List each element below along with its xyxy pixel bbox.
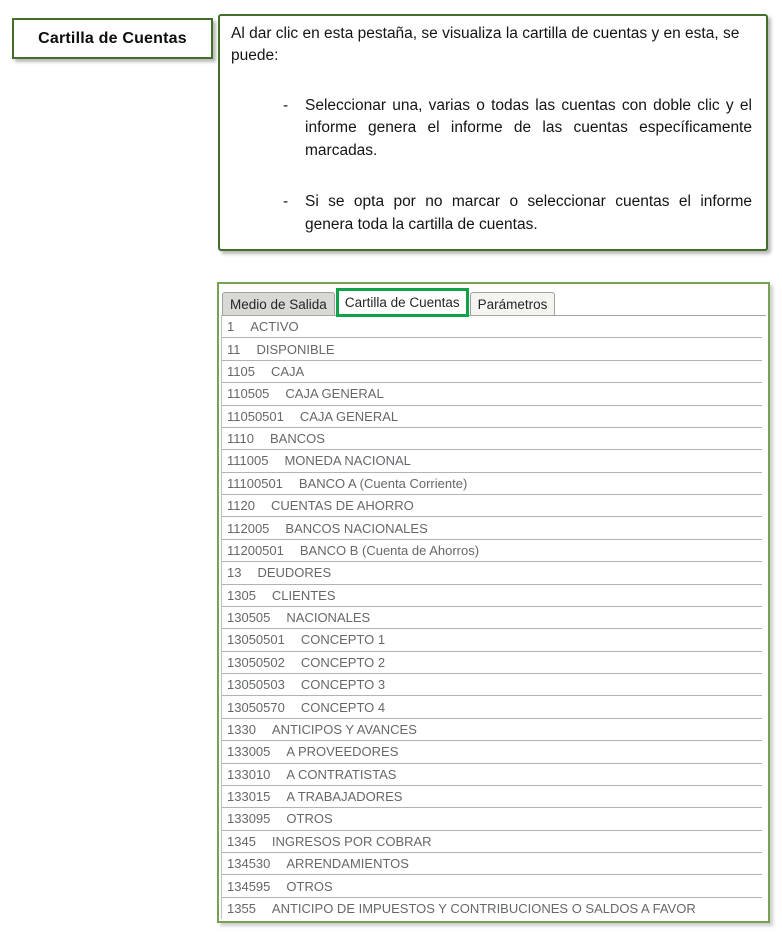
bullet-text: Si se opta por no marcar o seleccionar cuentas el informe genera toda la cartilla de cuentas. xyxy=(305,193,752,233)
account-code: 11 xyxy=(227,341,241,357)
account-name: INGRESOS POR COBRAR xyxy=(271,833,432,849)
account-name: CLIENTES xyxy=(271,587,336,603)
account-name: ANTICIPO DE IMPUESTOS Y CONTRIBUCIONES O SALDOS A FAVOR xyxy=(271,900,696,916)
account-name: CONCEPTO 3 xyxy=(300,677,386,693)
account-name: ACTIVO xyxy=(250,319,299,335)
account-row[interactable] xyxy=(222,808,762,830)
account-row[interactable] xyxy=(222,585,762,607)
account-code: 11200501 xyxy=(227,542,284,558)
account-name: CAJA GENERAL xyxy=(285,386,384,402)
account-row[interactable] xyxy=(222,719,762,741)
account-name: CAJA GENERAL xyxy=(299,408,399,424)
report-dialog-screenshot xyxy=(217,282,770,923)
account-row[interactable] xyxy=(222,383,762,405)
account-name: CONCEPTO 4 xyxy=(300,699,386,715)
bullet-dash: - xyxy=(283,96,289,114)
account-row[interactable] xyxy=(222,696,762,718)
account-row[interactable] xyxy=(222,428,762,450)
account-row[interactable] xyxy=(222,316,762,338)
account-code: 110505 xyxy=(227,386,270,402)
account-code: 133095 xyxy=(227,811,271,827)
account-code: 1355 xyxy=(227,900,256,916)
account-name: BANCO B (Cuenta de Ahorros) xyxy=(299,542,480,558)
account-name: BANCOS NACIONALES xyxy=(285,520,428,536)
account-name: CONCEPTO 1 xyxy=(300,632,386,648)
account-row[interactable] xyxy=(222,764,762,786)
account-name: CAJA xyxy=(270,363,305,379)
account-name: CUENTAS DE AHORRO xyxy=(270,498,414,514)
account-name: BANCO A (Cuenta Corriente) xyxy=(298,475,468,491)
account-name: MONEDA NACIONAL xyxy=(284,453,411,469)
account-code: 111005 xyxy=(227,453,269,469)
account-code: 112005 xyxy=(227,520,270,536)
account-row[interactable] xyxy=(222,674,762,696)
account-code: 133015 xyxy=(227,789,271,805)
account-name: OTROS xyxy=(286,811,333,827)
section-title-box xyxy=(12,18,213,59)
account-code: 13050502 xyxy=(227,654,285,670)
report-dialog xyxy=(221,286,766,919)
account-code: 13050501 xyxy=(227,632,285,648)
account-code: 1 xyxy=(227,319,235,335)
account-row[interactable] xyxy=(222,898,762,919)
tab-cartilla-de-cuentas[interactable]: Cartilla de Cuentas xyxy=(336,288,469,317)
bullet-item xyxy=(231,95,755,162)
account-name: ANTICIPOS Y AVANCES xyxy=(271,721,417,737)
account-row[interactable] xyxy=(222,741,762,763)
account-row[interactable] xyxy=(222,629,762,651)
account-row[interactable] xyxy=(222,473,762,495)
account-row[interactable] xyxy=(222,786,762,808)
account-code: 134595 xyxy=(227,878,271,894)
account-code: 13050570 xyxy=(227,699,285,715)
account-code: 130505 xyxy=(227,610,271,626)
account-name: OTROS xyxy=(286,878,333,894)
account-row[interactable] xyxy=(222,450,762,472)
account-code: 1330 xyxy=(227,721,256,737)
account-name: A CONTRATISTAS xyxy=(286,766,397,782)
account-code: 1110 xyxy=(227,431,254,447)
tab-bar xyxy=(221,286,766,315)
account-name: CONCEPTO 2 xyxy=(300,654,386,670)
account-name: A TRABAJADORES xyxy=(286,789,403,805)
account-row[interactable] xyxy=(222,562,762,584)
account-row[interactable] xyxy=(222,406,762,428)
accounts-list xyxy=(221,315,766,919)
account-row[interactable] xyxy=(222,338,762,360)
account-name: DEUDORES xyxy=(257,565,332,581)
account-name: ARRENDAMIENTOS xyxy=(286,856,409,872)
description-box xyxy=(218,14,768,251)
section-title: Cartilla de Cuentas xyxy=(38,29,187,47)
account-row[interactable] xyxy=(222,607,762,629)
account-code: 133005 xyxy=(227,744,271,760)
account-row[interactable] xyxy=(222,361,762,383)
account-name: BANCOS xyxy=(270,431,325,447)
tab-medio-de-salida[interactable]: Medio de Salida xyxy=(222,292,335,315)
account-row[interactable] xyxy=(222,517,762,539)
account-name: DISPONIBLE xyxy=(256,341,335,357)
account-code: 1305 xyxy=(227,587,256,603)
account-row[interactable] xyxy=(222,652,762,674)
account-code: 11050501 xyxy=(227,408,284,424)
tab-parametros[interactable]: Parámetros xyxy=(470,292,556,315)
account-code: 13 xyxy=(227,565,242,581)
account-name: NACIONALES xyxy=(286,610,371,626)
account-name: A PROVEEDORES xyxy=(286,744,399,760)
account-code: 133010 xyxy=(227,766,271,782)
account-code: 1105 xyxy=(227,363,255,379)
account-row[interactable] xyxy=(222,540,762,562)
account-code: 11100501 xyxy=(227,475,283,491)
bullet-text: Seleccionar una, varias o todas las cuentas con doble clic y el informe genera el informe de las cuentas específicamente marcadas. xyxy=(305,96,752,159)
bullet-item xyxy=(231,191,755,236)
bullet-dash: - xyxy=(283,193,289,211)
account-row[interactable] xyxy=(222,875,762,897)
account-row[interactable] xyxy=(222,831,762,853)
account-code: 13050503 xyxy=(227,677,285,693)
description-intro: Al dar clic en esta pestaña, se visualiza la cartilla de cuentas y en esta, se puede: xyxy=(231,25,740,65)
account-code: 1345 xyxy=(227,833,256,849)
account-row[interactable] xyxy=(222,853,762,875)
account-code: 1120 xyxy=(227,498,255,514)
account-code: 134530 xyxy=(227,856,271,872)
account-row[interactable] xyxy=(222,495,762,517)
